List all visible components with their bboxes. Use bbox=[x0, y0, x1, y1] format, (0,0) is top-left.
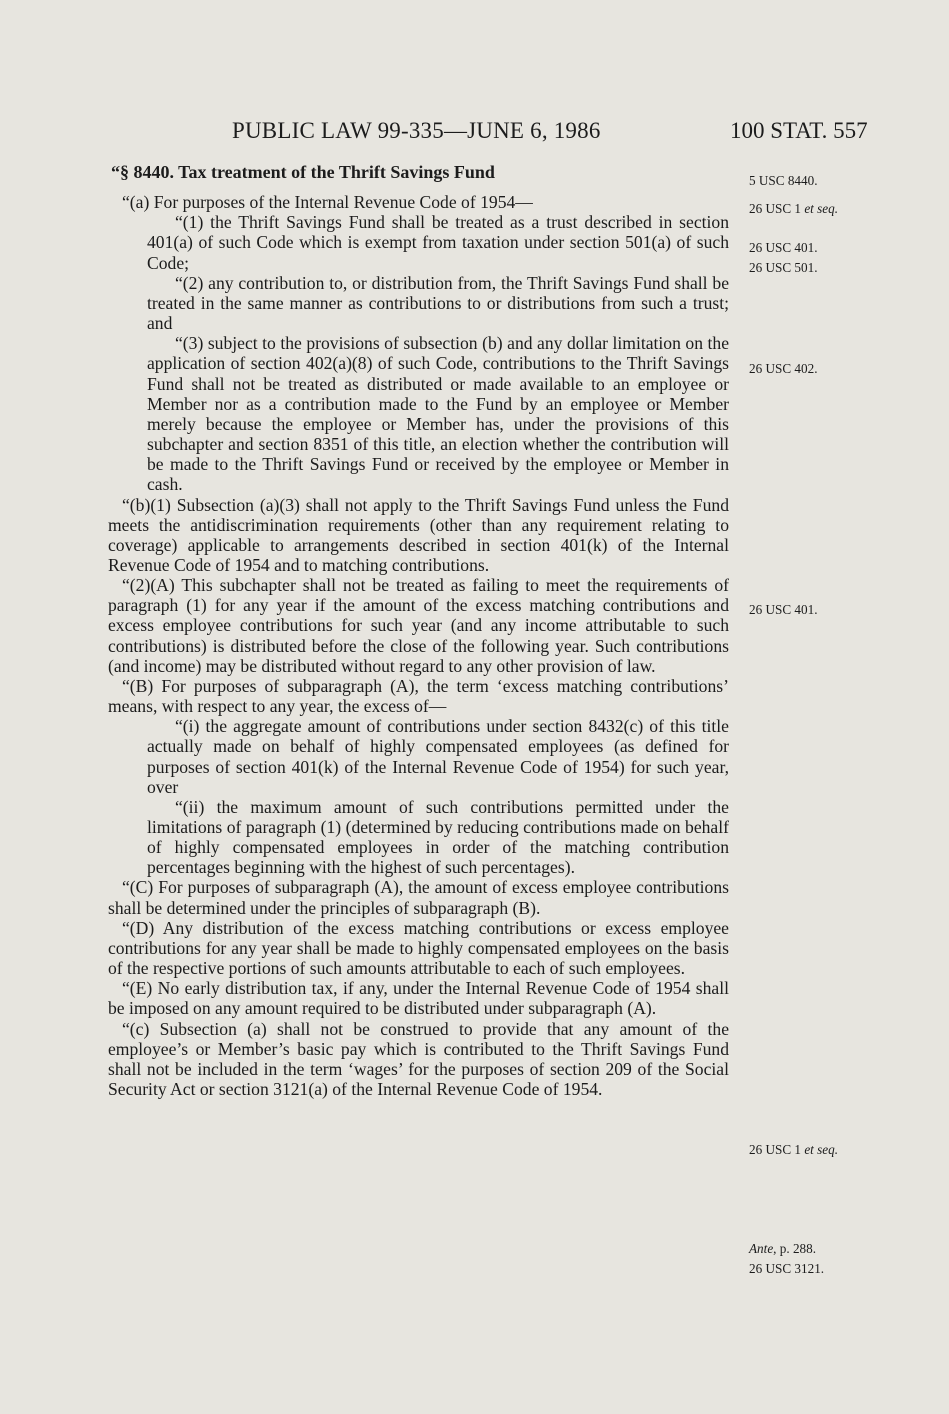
paragraph-b-2-D: “(D) Any distribution of the excess matching contributions or excess employee contributions for any year shall be made to highly compensated employees on the basis of the respective portions of such amounts attributable to each of such employees. bbox=[108, 917, 729, 979]
document-body bbox=[108, 162, 729, 1099]
paragraph-b-1: “(b)(1) Subsection (a)(3) shall not apply to the Thrift Savings Fund unless the Fund meets the antidiscrimination requirements (other than any requirement relating to coverage) applicable to arrangements described in section 401(k) of the Internal Revenue Code of 1954 and to matching contributions. bbox=[108, 494, 729, 575]
paragraph-a-3: “(3) subject to the provisions of subsection (b) and any dollar limitation on the application of section 402(a)(8) of such Code, contributions to the Thrift Savings Fund shall not be treated as distributed or made available to an employee or Member nor as a contribution made to the Fund by an employee or Member merely because the employee or Member has, under the provisions of this subchapter and section 8351 of this title, an election whether the contribution will be made to the Thrift Savings Fund or received by the employee or Member in cash. bbox=[147, 333, 729, 495]
section-heading: “§ 8440. Tax treatment of the Thrift Savings Fund bbox=[111, 162, 495, 182]
margin-note-usc-8440: 5 USC 8440. bbox=[749, 173, 818, 188]
margin-note-ante-p288: Ante, p. 288. bbox=[749, 1241, 817, 1256]
margin-note-usc-401-b: 26 USC 401. bbox=[749, 602, 818, 617]
paragraph-b-2-A: “(2)(A) This subchapter shall not be treated as failing to meet the requirements of paragraph (1) for any year if the amount of the excess matching contributions and excess employee contributions for such year (and any income attributable to such contributions) is distributed before the close of the following year. Such contributions (and income) may be distributed without regard to any other provision of law. bbox=[108, 575, 729, 676]
margin-note-usc-401: 26 USC 401. bbox=[749, 240, 818, 255]
page-header-title: PUBLIC LAW 99-335—JUNE 6, 1986 bbox=[232, 118, 601, 143]
paragraph-b-2-B-i: “(i) the aggregate amount of contributions under section 8432(c) of this title actually made on behalf of highly compensated employees (as defined for purposes of section 401(k) of the Internal Revenue Code of 1954) for such year, over bbox=[147, 716, 729, 797]
paragraph-c: “(c) Subsection (a) shall not be construed to provide that any amount of the employee’s or Member’s basic pay which is contributed to the Thrift Savings Fund shall not be included in the term ‘wages’ for the purposes of section 209 of the Social Security Act or section 3121(a) of the Internal Revenue Code of 1954. bbox=[108, 1018, 729, 1100]
margin-note-usc-501: 26 USC 501. bbox=[749, 260, 818, 275]
paragraph-b-2-C: “(C) For purposes of subparagraph (A), the amount of excess employee contributions shall be determined under the principles of subparagraph (B). bbox=[108, 877, 729, 918]
page-header-stat: 100 STAT. 557 bbox=[730, 118, 868, 143]
margin-note-usc-3121: 26 USC 3121. bbox=[749, 1261, 825, 1276]
margin-note-usc-1-et-seq-b: 26 USC 1 et seq. bbox=[749, 1142, 839, 1157]
paragraph-b-2-B: “(B) For purposes of subparagraph (A), the term ‘excess matching contributions’ means, with respect to any year, the excess of— bbox=[108, 675, 729, 717]
margin-note-usc-402: 26 USC 402. bbox=[749, 361, 818, 376]
paragraph-a: “(a) For purposes of the Internal Revenue Code of 1954— bbox=[122, 192, 533, 213]
paragraph-a-2: “(2) any contribution to, or distribution from, the Thrift Savings Fund shall be treated in the same manner as contributions to or distributions from such a trust; and bbox=[147, 272, 729, 334]
margin-note-usc-1-et-seq: 26 USC 1 et seq. bbox=[749, 201, 839, 216]
paragraph-b-2-B-ii: “(ii) the maximum amount of such contributions permitted under the limitations of paragraph (1) (determined by reducing contributions made on behalf of highly compensated employees in order of the matching contribution percentages beginning with the highest of such percentages). bbox=[147, 796, 729, 878]
paragraph-a-1: “(1) the Thrift Savings Fund shall be treated as a trust described in section 401(a) of such Code which is exempt from taxation under section 501(a) of such Code; bbox=[147, 212, 729, 273]
paragraph-b-2-E: “(E) No early distribution tax, if any, under the Internal Revenue Code of 1954 shall be imposed on any amount required to be distributed under subparagraph (A). bbox=[108, 978, 729, 1019]
